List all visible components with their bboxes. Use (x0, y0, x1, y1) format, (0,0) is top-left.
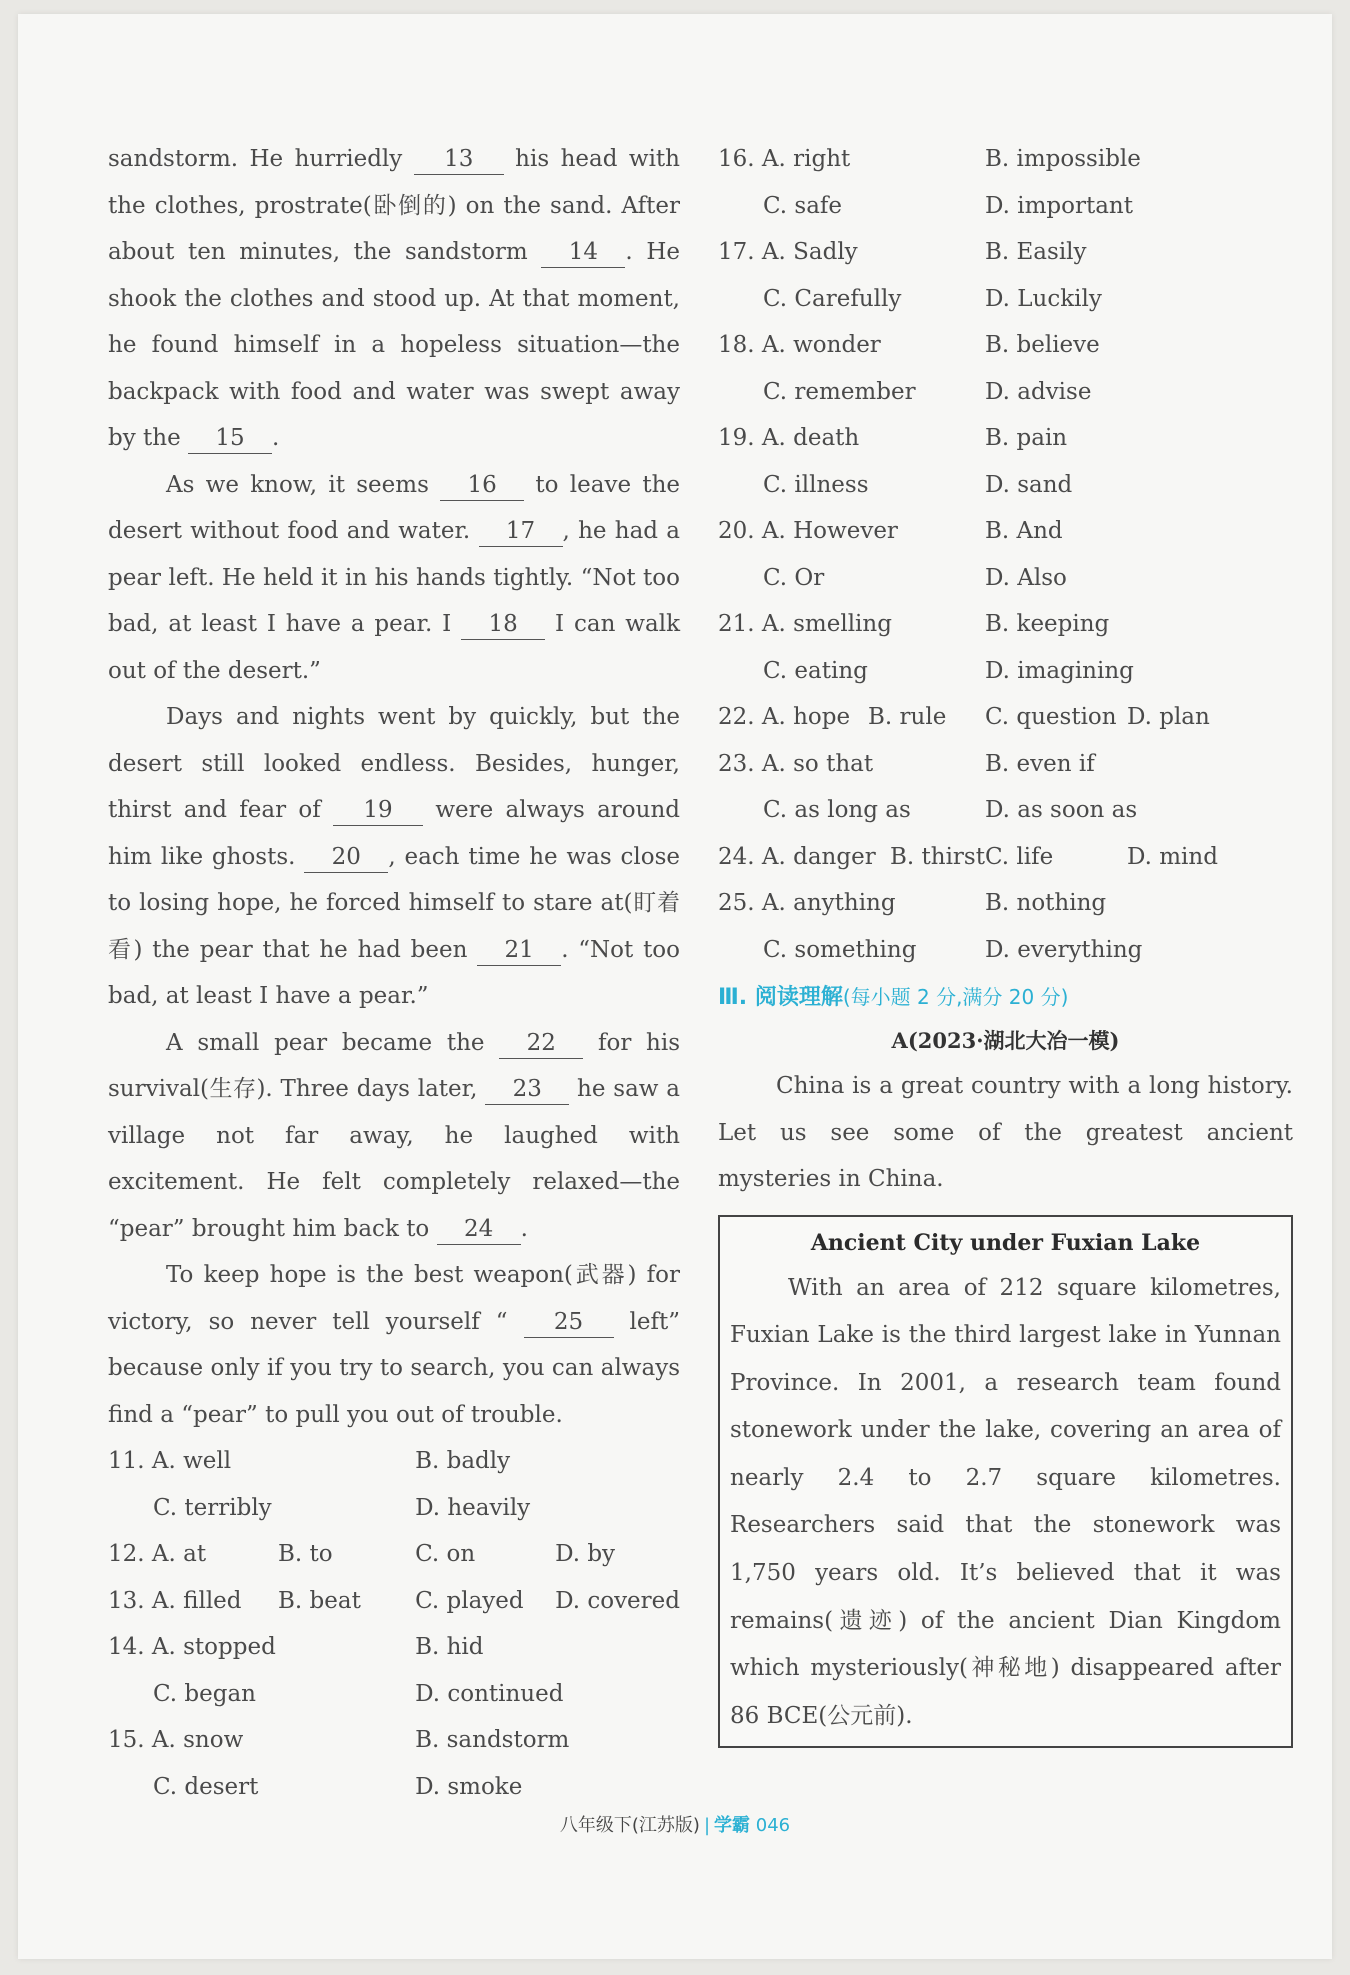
section-title: Ⅲ. 阅读理解 (718, 985, 843, 1010)
option: D. imagining (984, 657, 1134, 684)
option: B. rule (868, 704, 947, 731)
option-row (108, 1717, 680, 1764)
option: C. Carefully (763, 285, 902, 312)
option: D. heavily (415, 1494, 531, 1521)
blank-23: 23 (485, 1074, 569, 1105)
option: C. Or (763, 564, 825, 591)
text: As we know, it seems (166, 471, 441, 498)
text: Days and nights went by quickly, but the desert still looked endless. Besides, hunger, thirst and fear of (108, 704, 680, 823)
blank-15: 15 (188, 423, 272, 454)
option: C. something (763, 936, 917, 963)
option-pair (718, 834, 985, 881)
box-title: Ancient City under Fuxian Lake (810, 1229, 1201, 1256)
option: B. beat (278, 1587, 361, 1614)
option: 24. A. danger (718, 843, 876, 870)
option: C. as long as (763, 797, 911, 824)
option-row (718, 880, 1293, 927)
footer-grade: 八年级下(江苏版) (559, 1815, 700, 1836)
option-row (718, 369, 1293, 416)
paragraph-2 (108, 462, 680, 695)
paragraph-5 (108, 1252, 680, 1438)
option: B. impossible (984, 146, 1141, 173)
text: To keep hope is the best weapon(武器) for victory, so never tell yourself “ (108, 1262, 680, 1335)
option: 16. A. right (718, 146, 851, 173)
option: D. advise (984, 378, 1092, 405)
option: 23. A. so that (718, 750, 874, 777)
option: B. sandstorm (415, 1727, 570, 1754)
option-row (718, 229, 1293, 276)
option-row (718, 927, 1293, 974)
option: C. played (415, 1587, 524, 1614)
option-row (718, 787, 1293, 834)
blank-25: 25 (524, 1307, 614, 1338)
option-row (108, 1671, 680, 1718)
option-row (108, 1485, 680, 1532)
option-row (718, 601, 1293, 648)
option-row (718, 741, 1293, 788)
passage-label: A(2023·湖北大冶一模) (891, 1028, 1120, 1053)
right-column (718, 136, 1293, 1748)
passage-box (718, 1215, 1293, 1749)
text: , he had a pear left. He held it in his hands tightly. “Not too bad, at least I have a pear. I (108, 518, 680, 637)
option-row (718, 183, 1293, 230)
option: C. desert (153, 1773, 259, 1800)
footer-separator: | (703, 1815, 711, 1836)
option: B. thirst (890, 843, 985, 870)
blank-14: 14 (541, 237, 625, 268)
blank-20: 20 (304, 842, 388, 873)
option: B. keeping (984, 611, 1110, 638)
option-row (108, 1531, 680, 1578)
option: D. smoke (415, 1773, 523, 1800)
option: C. on (415, 1541, 476, 1568)
text: to leave the desert without food and water. (108, 471, 680, 544)
option: D. plan (1126, 704, 1210, 731)
option-row (108, 1578, 680, 1625)
option-row (108, 1764, 680, 1811)
option: 17. A. Sadly (718, 239, 858, 266)
text: left” because only if you try to search, you can always find a “pear” to pull you out of trouble. (108, 1308, 680, 1428)
option: 19. A. death (718, 425, 860, 452)
box-text: With an area of 212 square kilometres, Fuxian Lake is the third largest lake in Yunnan Province. In 2001, a research team found stonework under the lake, covering an area of nearly 2.4 to 2.7 square kilometres. Researchers said that the stonework was 1,750 years old. It’s believed that it was remains(遗迹) of the ancient Dian Kingdom which mysteriously(神秘地) disappeared after 86 BCE(公元前). (730, 1274, 1281, 1729)
option: B. to (278, 1541, 333, 1568)
text: A small pear became the (166, 1029, 500, 1056)
option-pair (415, 1578, 680, 1625)
option: 14. A. stopped (108, 1634, 276, 1661)
option-row (108, 1624, 680, 1671)
text: . (272, 425, 280, 451)
page-number: 046 (755, 1815, 791, 1836)
option: C. began (153, 1680, 256, 1707)
blank-22: 22 (499, 1028, 583, 1059)
option: D. sand (984, 471, 1073, 498)
options-16-25 (718, 136, 1293, 973)
passage-intro: China is a great country with a long history. Let us see some of the greatest ancient mysteries in China. (718, 1073, 1293, 1192)
text: sandstorm. He hurriedly (108, 146, 414, 172)
option: B. badly (415, 1448, 511, 1475)
option-pair (985, 834, 1293, 881)
option: 13. A. filled (108, 1587, 242, 1614)
option: B. hid (415, 1634, 484, 1661)
option-pair (108, 1531, 415, 1578)
option: C. illness (763, 471, 869, 498)
page-footer (18, 1811, 1332, 1837)
option-row (718, 555, 1293, 602)
blank-18: 18 (461, 609, 545, 640)
blank-24: 24 (437, 1214, 521, 1245)
option: 15. A. snow (108, 1727, 244, 1754)
option-row (108, 1438, 680, 1485)
option: D. Also (984, 564, 1067, 591)
text: . “Not too bad, at least I have a pear.” (108, 936, 680, 1009)
option: B. And (984, 518, 1063, 545)
option: 22. A. hope (718, 704, 851, 731)
option: 11. A. well (108, 1448, 232, 1475)
option: 18. A. wonder (718, 332, 881, 359)
text: . He shook the clothes and stood up. At that moment, he found himself in a hopeless situation—the backpack with food and water was swept away by the (108, 239, 680, 451)
option-pair (718, 694, 985, 741)
options-11-15 (108, 1438, 680, 1810)
workbook-page (18, 14, 1332, 1959)
option: C. question (984, 704, 1117, 731)
option: D. continued (415, 1680, 564, 1707)
left-column (108, 136, 680, 1810)
option: C. terribly (153, 1494, 272, 1521)
section-heading-reading (718, 975, 1293, 1019)
option-pair (985, 694, 1293, 741)
option-pair (415, 1531, 680, 1578)
option: B. nothing (984, 890, 1107, 917)
section-scoring: (每小题 2 分,满分 20 分) (842, 985, 1069, 1009)
option: 25. A. anything (718, 890, 896, 917)
option-row (718, 648, 1293, 695)
paragraph-1 (108, 136, 680, 462)
option: C. eating (763, 657, 868, 684)
paragraph-4 (108, 1020, 680, 1253)
blank-16: 16 (440, 470, 524, 501)
paragraph-3 (108, 694, 680, 1020)
option-row (718, 276, 1293, 323)
option: D. as soon as (984, 797, 1138, 824)
option-row (718, 322, 1293, 369)
option-row (718, 834, 1293, 881)
text: were always around him like ghosts. (108, 797, 680, 870)
option: B. Easily (984, 239, 1087, 266)
option: D. important (984, 192, 1133, 219)
option-pair (108, 1578, 415, 1625)
option: 21. A. smelling (718, 611, 892, 638)
option-row (718, 508, 1293, 555)
blank-13: 13 (414, 144, 504, 175)
option-row (718, 415, 1293, 462)
blank-17: 17 (479, 516, 563, 547)
option: D. by (555, 1541, 616, 1568)
blank-21: 21 (477, 935, 561, 966)
option: B. even if (984, 750, 1095, 777)
option: D. mind (1126, 843, 1218, 870)
option: D. Luckily (984, 285, 1102, 312)
option-row (718, 694, 1293, 741)
option: C. safe (763, 192, 843, 219)
option: C. remember (763, 378, 916, 405)
option: D. everything (984, 936, 1143, 963)
option: C. life (984, 843, 1054, 870)
text: for his survival(生存). Three days later, (108, 1029, 680, 1102)
option: 20. A. However (718, 518, 898, 545)
text: his head with the clothes, prostrate(卧倒的) on the sand. After about ten minutes, the sandstorm (108, 146, 680, 265)
text: he saw a village not far away, he laughed with excitement. He felt completely relaxed—the “pear” brought him back to (108, 1076, 680, 1242)
text: . (520, 1215, 528, 1242)
blank-19: 19 (333, 795, 423, 826)
option: B. believe (984, 332, 1100, 359)
option: 12. A. at (108, 1541, 207, 1568)
option: D. covered (555, 1587, 680, 1614)
option: B. pain (984, 425, 1068, 452)
footer-brand: 学霸 (714, 1815, 751, 1836)
text: , each time he was close to losing hope, he forced himself to stare at(盯着看) the pear that he had been (108, 843, 680, 963)
option-row (718, 136, 1293, 183)
option-row (718, 462, 1293, 509)
text: I can walk out of the desert.” (108, 611, 681, 684)
